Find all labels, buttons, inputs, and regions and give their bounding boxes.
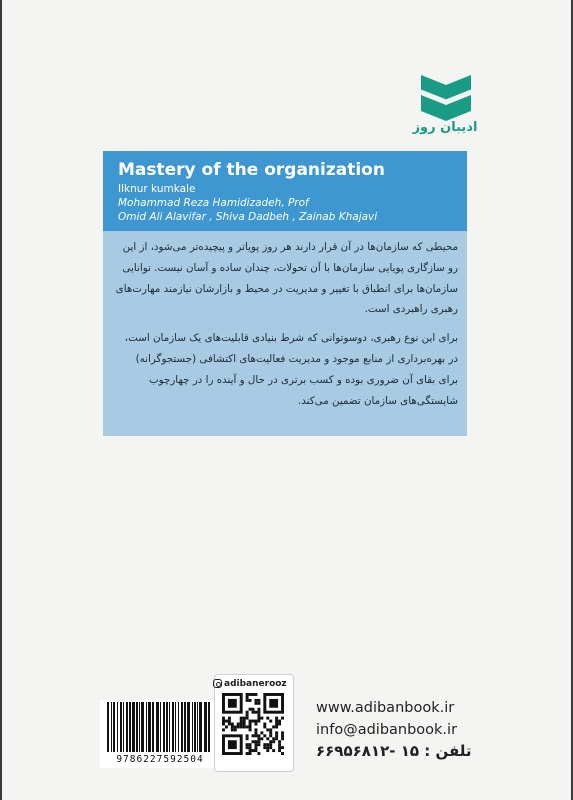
barcode-bars bbox=[105, 702, 215, 752]
author-line: Mohammad Reza Hamidizadeh, Prof bbox=[118, 197, 309, 209]
publisher-name: ادیبان روز bbox=[412, 120, 478, 135]
email-link[interactable]: info@adibanbook.ir bbox=[316, 722, 458, 738]
instagram-handle: adibanerooz bbox=[224, 679, 287, 689]
website-link[interactable]: www.adibanbook.ir bbox=[316, 700, 455, 716]
blurb-panel bbox=[103, 151, 467, 436]
description-paragraph: محیطی که سازمان‌ها در آن قرار دارند هر روز پویاتر و پیچیده‌تر می‌شود، از این رو سازگاری پویایی سازمان‌ها با آن تحولات، چندان ساده و آسان نیست. توانایی سازمان‌ها برای انطباق با تغییر و مدیریت در محیط و بازارشان نیازمند مهارت‌های رهبری راهبردی است. bbox=[115, 241, 458, 316]
title-banner bbox=[103, 151, 467, 231]
author-line: Omid Ali Alavifar , Shiva Dadbeh , Zainab Khajavi bbox=[118, 211, 378, 223]
author-line: Ilknur kumkale bbox=[118, 183, 196, 195]
qr-code bbox=[222, 693, 284, 755]
phone-number: تلفن : ۱۵ -۶۶۹۵۶۸۱۲ bbox=[316, 742, 472, 760]
book-description bbox=[113, 237, 458, 419]
isbn-number: 9786227592504 bbox=[116, 754, 204, 765]
book-title: Mastery of the organization bbox=[118, 160, 385, 180]
instagram-icon bbox=[213, 679, 222, 688]
description-paragraph: برای این نوع رهبری، دوسوتوانی که شرط بنیادی قابلیت‌های یک سازمان است، در بهره‌برداری از منابع موجود و مدیریت فعالیت‌های اکتشافی (جستجوگرانه) برای بقای آن ضروری بوده و کسب برتری در حال و آینده را در چهارچوب شایستگی‌های سازمان تضمین می‌کند. bbox=[124, 332, 458, 407]
